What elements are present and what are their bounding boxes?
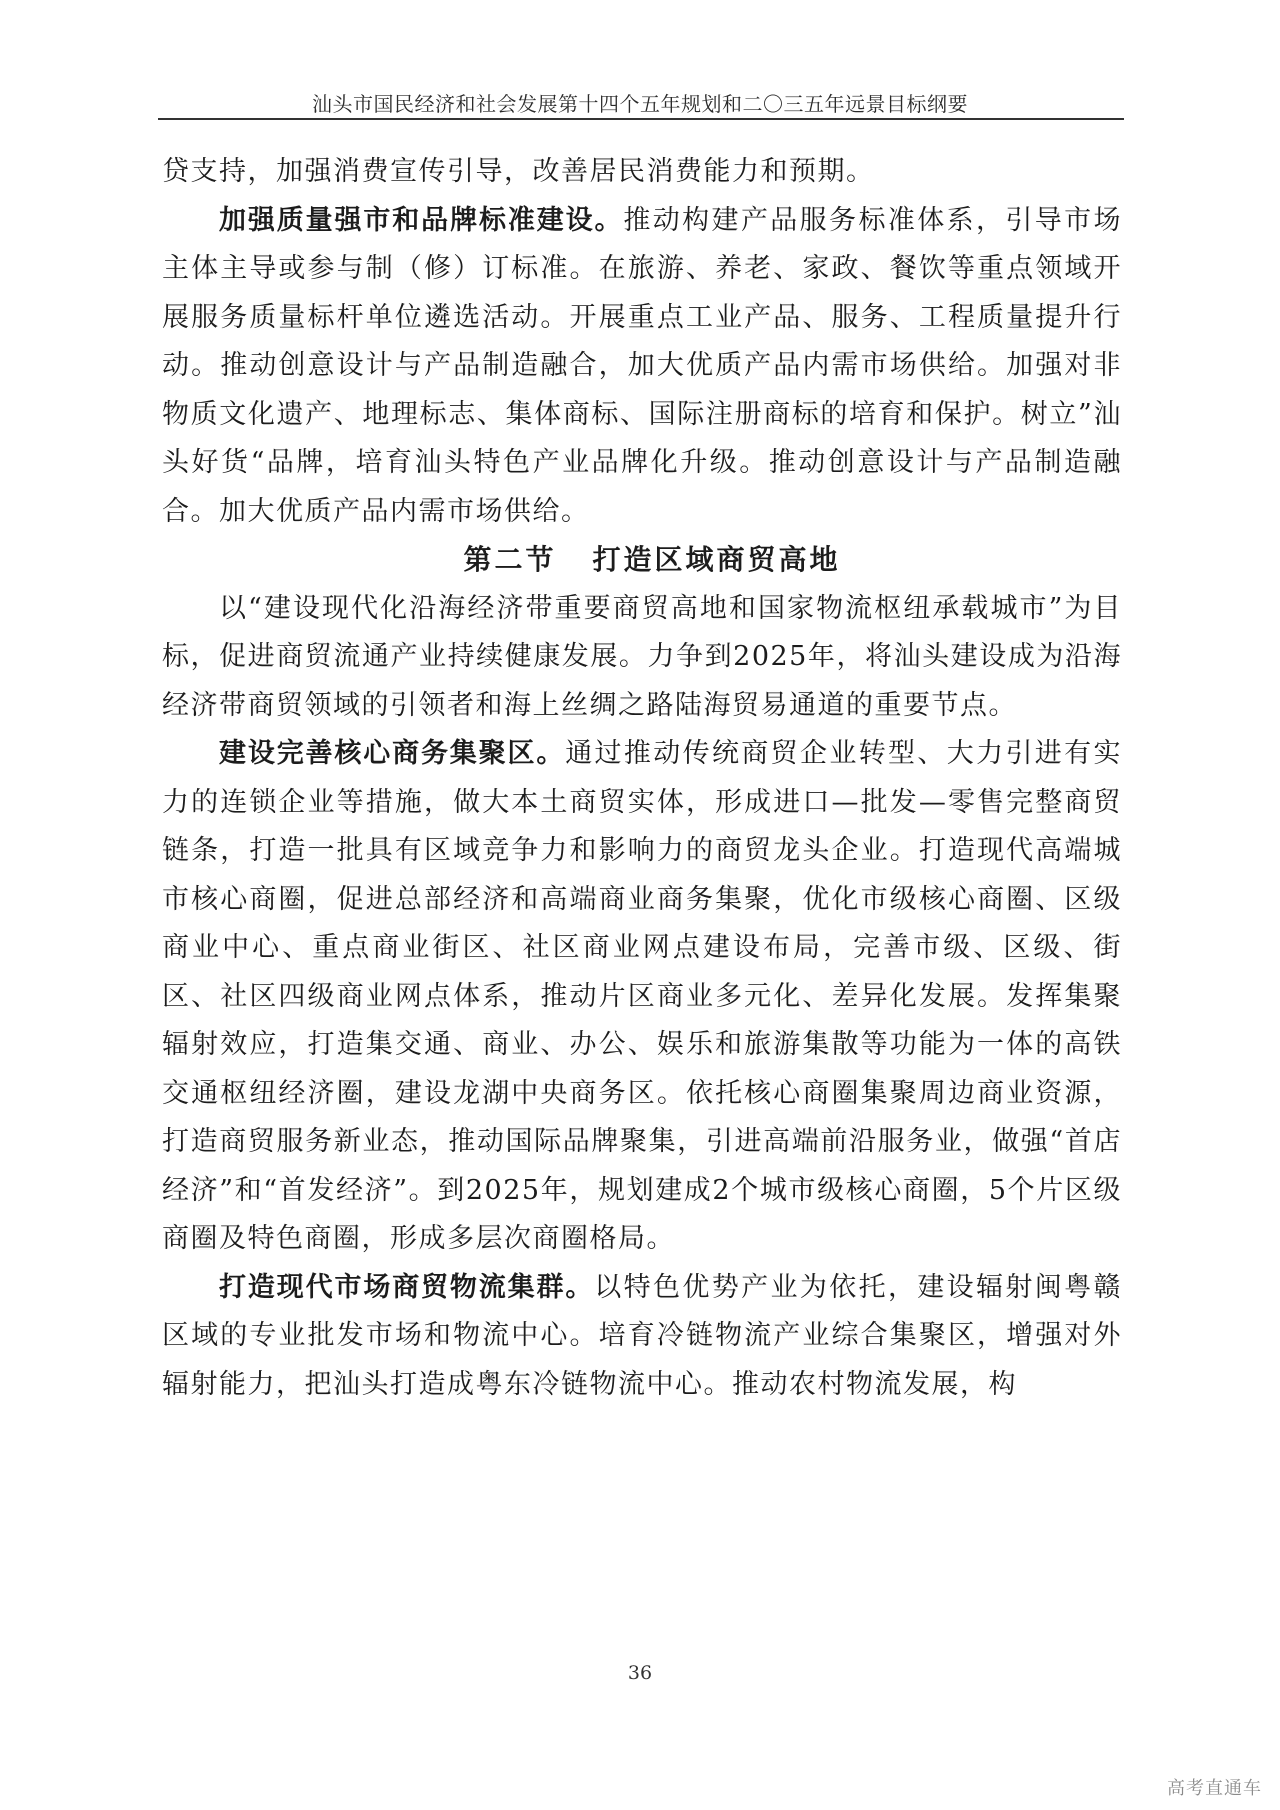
- document-body: [162, 148, 1122, 1409]
- paragraph-text: 以“建设现代化沿海经济带重要商贸高地和国家物流枢纽承载城市”为目标，促进商贸流通产业持续健康发展。力争到2025年，将汕头建设成为沿海经济带商贸领域的引领者和海上丝绸之路陆海贸易通道的重要节点。: [162, 592, 1122, 721]
- section-title: 打造区域商贸高地: [592, 543, 841, 576]
- paragraph-lead: 打造现代市场商贸物流集群。: [219, 1271, 595, 1303]
- paragraph: [162, 148, 1122, 197]
- header-divider: [158, 118, 1124, 120]
- paragraph-text: 以特色优势产业为依托，建设辐射闽粤赣区域的专业批发市场和物流中心。培育冷链物流产业综合集聚区，增强对外辐射能力，把汕头打造成粤东冷链物流中心。推动农村物流发展，构: [162, 1271, 1123, 1400]
- paragraph-lead: 加强质量强市和品牌标准建设。: [219, 204, 624, 236]
- paragraph-lead: 建设完善核心商务集聚区。: [219, 738, 566, 769]
- paragraph-text: 推动构建产品服务标准体系，引导市场主体主导或参与制（修）订标准。在旅游、养老、家政、餐饮等重点领域开展服务质量标杆单位遴选活动。开展重点工业产品、服务、工程质量提升行动。推动创意设计与产品制造融合，加大优质产品内需市场供给。加强对非物质文化遗产、地理标志、集体商标、国际注册商标的培育和保护。树立”汕头好货“品牌，培育汕头特色产业品牌化升级。推动创意设计与产品制造融合。加大优质产品内需市场供给。: [162, 204, 1123, 527]
- section-heading: [162, 536, 1122, 585]
- watermark: 高考直通车: [1167, 1778, 1262, 1799]
- paragraph: [162, 730, 1122, 1264]
- page-number: 36: [627, 1662, 653, 1684]
- running-header: 汕头市国民经济和社会发展第十四个五年规划和二〇三五年远景目标纲要: [312, 92, 968, 116]
- paragraph: [162, 1264, 1122, 1410]
- paragraph: [162, 585, 1122, 731]
- paragraph-text: 贷支持，加强消费宣传引导，改善居民消费能力和预期。: [162, 156, 875, 187]
- paragraph-text: 通过推动传统商贸企业转型、大力引进有实力的连锁企业等措施，做大本土商贸实体，形成进口—批发—零售完整商贸链条，打造一批具有区域竞争力和影响力的商贸龙头企业。打造现代高端城市核心商圈，促进总部经济和高端商业商务集聚，优化市级核心商圈、区级商业中心、重点商业街区、社区商业网点建设布局，完善市级、区级、街区、社区四级商业网点体系，推动片区商业多元化、差异化发展。发挥集聚辐射效应，打造集交通、商业、办公、娱乐和旅游集散等功能为一体的高铁交通枢纽经济圈，建设龙湖中央商务区。依托核心商圈集聚周边商业资源，打造商贸服务新业态，推动国际品牌聚集，引进高端前沿服务业，做强“首店经济”和“首发经济”。到2025年，规划建成2个城市级核心商圈，5个片区级商圈及特色商圈，形成多层次商圈格局。: [162, 738, 1123, 1254]
- section-number: 第二节: [463, 543, 557, 576]
- paragraph: [162, 197, 1122, 537]
